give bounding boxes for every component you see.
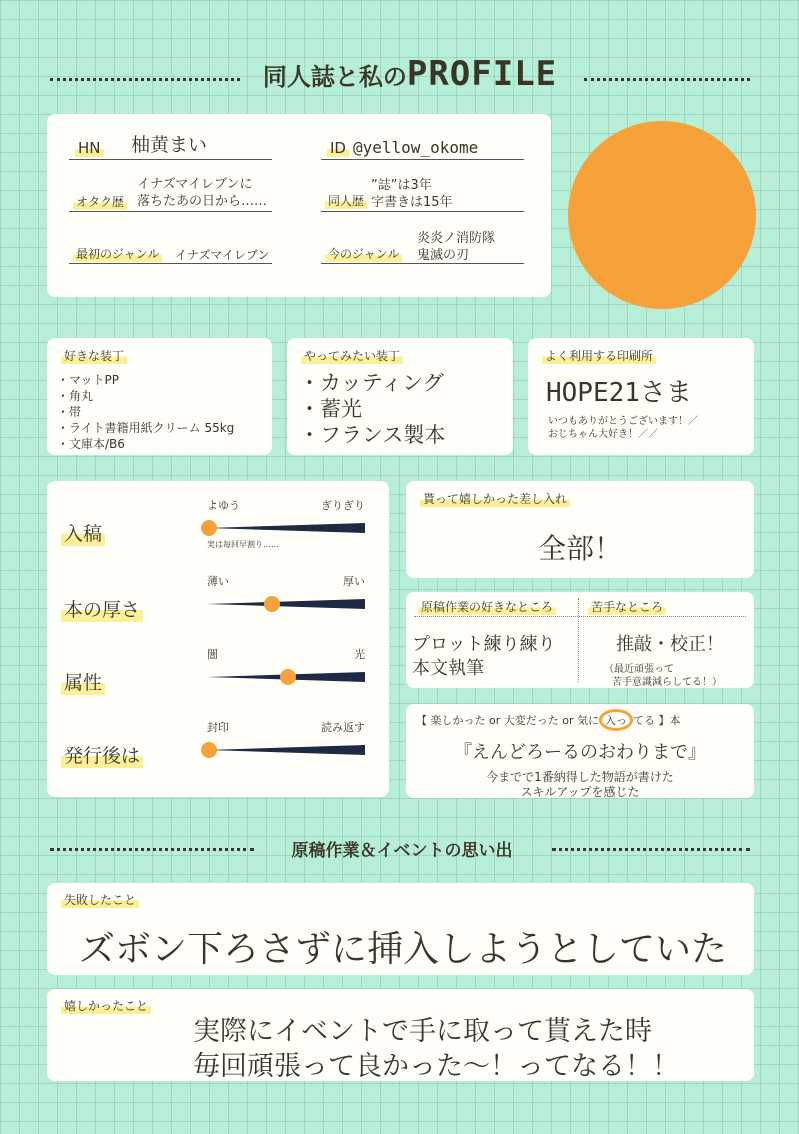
doujin-value-1: ”誌”は3年 [371,178,432,193]
doujin-underline [321,211,524,212]
dislikes-note-1: （最近頑張って [604,664,674,675]
slider-wedge [207,523,365,533]
failure-card [47,883,754,975]
binding-card [47,338,272,455]
printer-note-2: おじちゃん大好き！／／ [548,429,658,440]
work-card [406,592,754,688]
slider-track [207,743,369,757]
slider-note: 実は毎回早割り…… [207,540,279,549]
slider-label: 本の厚さ [61,595,143,622]
slider-row [47,719,389,789]
slider-left-label: 封印 [207,721,229,734]
profile-card [47,114,551,297]
doujin-label: 同人歴 [325,192,367,209]
slider-wedge [207,745,365,755]
book-note-1: 今までで1番納得した物語が書けた [486,770,674,784]
list-item: ・カッティング [299,371,444,395]
book-title-circled: 入っ [599,709,633,731]
current-genre-underline [321,263,524,264]
try-binding-card [287,338,513,455]
slider-right-label: ぎりぎり [321,499,365,512]
current-genre-label: 今のジャンル [325,245,402,262]
book-note-2: スキルアップを感じた [520,785,640,799]
try-binding-list [299,370,445,448]
first-genre-label: 最初のジャンル [73,245,162,262]
slider-right-label: 光 [354,648,365,661]
printer-title: よく利用する印刷所 [542,347,656,364]
id-underline [321,159,524,160]
slider-label: 入稿 [61,519,105,546]
list-item: ・蓄光 [299,397,362,421]
likes-value-2: 本文執筆 [412,658,484,679]
book-card [406,704,754,798]
dislikes-title: 苦手なところ [588,598,666,615]
otaku-value-1: イナズマイレブンに [137,177,253,192]
first-genre-underline [69,263,272,264]
slider-track [207,597,369,611]
printer-note-1: いつもありがとうございます！／ [548,416,698,427]
page-title-jp: 同人誌と私の [262,63,407,91]
id-value: @yellow_okome [353,138,479,157]
happy-card [47,989,754,1081]
hn-value: 柚黄まい [131,134,208,156]
otaku-underline [69,211,272,212]
doujin-value-2: 字書きは15年 [371,195,453,210]
slider-label: 発行後は [61,741,143,768]
current-genre-value-2: 鬼滅の刃 [417,248,470,263]
try-binding-title: やってみたい装丁 [301,347,403,364]
list-item: ・角丸 [57,389,94,403]
slider-label: 属性 [61,668,105,695]
slider-left-label: よゆう [207,499,240,512]
book-title-suffix: てる 】本 [633,714,681,727]
memories-title: 原稿作業＆イベントの思い出 [291,841,513,861]
otaku-value-2: 落ちたあの日から…… [137,194,268,209]
slider-right-label: 読み返す [321,721,365,734]
divider [578,598,579,682]
page-title-en: PROFILE [406,54,558,94]
printer-card [528,338,754,455]
slider-row [47,497,389,567]
otaku-label: オタク歴 [73,193,127,210]
sliders-card [47,481,389,797]
list-item: ・マットPP [57,373,119,387]
likes-title: 原稿作業の好きなところ [418,598,556,615]
list-item: ・フランス製本 [299,423,446,447]
binding-list [57,372,234,452]
binding-title: 好きな装丁 [61,347,127,364]
title-underline [414,616,746,617]
happy-value-1: 実際にイベントで手に取って貰えた時 [193,1016,652,1047]
happy-title: 嬉しかったこと [61,997,151,1014]
failure-title: 失敗したこと [61,891,139,908]
book-title-prefix: 【 楽しかった or 大変だった or 気に [416,714,599,727]
slider-left-label: 闇 [207,648,218,661]
slider-track [207,521,369,535]
gift-title: 貰って嬉しかった差し入れ [420,490,570,507]
hn-label: HN [75,139,104,157]
list-item: ・ライト書籍用紙クリーム 55kg [57,421,235,435]
book-title [416,712,681,728]
slider-knob[interactable] [201,742,217,758]
slider-row [47,573,389,643]
first-genre-value: イナズマイレブン [175,248,270,262]
list-item: ・帯 [57,405,82,419]
book-value: 『えんどろーるのおわりまで』 [454,742,706,763]
hn-underline [69,159,272,160]
memories-dots-left [50,848,254,851]
dislikes-value: 推敲・校正！ [616,634,724,655]
failure-value: ズボン下ろさずに挿入しようとしていた [79,929,728,970]
slider-left-label: 薄い [207,575,229,588]
slider-knob[interactable] [280,669,296,685]
slider-wedge [207,599,365,609]
header-dots-right [584,78,750,81]
happy-value-2: 毎回頑張って良かった～！ってなる！！ [193,1051,679,1082]
current-genre-value-1: 炎炎ノ消防隊 [417,231,496,246]
slider-right-label: 厚い [343,575,365,588]
dislikes-note-2: 苦手意識減らしてる！） [612,677,722,688]
page-title [250,54,570,94]
gift-card [406,481,754,578]
id-label: ID [327,139,349,157]
memories-dots-right [552,848,750,851]
header-dots-left [50,78,240,81]
printer-name: HOPE21さま [546,378,692,408]
gift-value: 全部！ [537,532,622,565]
avatar [568,121,756,309]
slider-knob[interactable] [201,520,217,536]
likes-value-1: プロット練り練り [412,634,556,655]
list-item: ・文庫本/B6 [57,437,125,451]
slider-row [47,646,389,716]
